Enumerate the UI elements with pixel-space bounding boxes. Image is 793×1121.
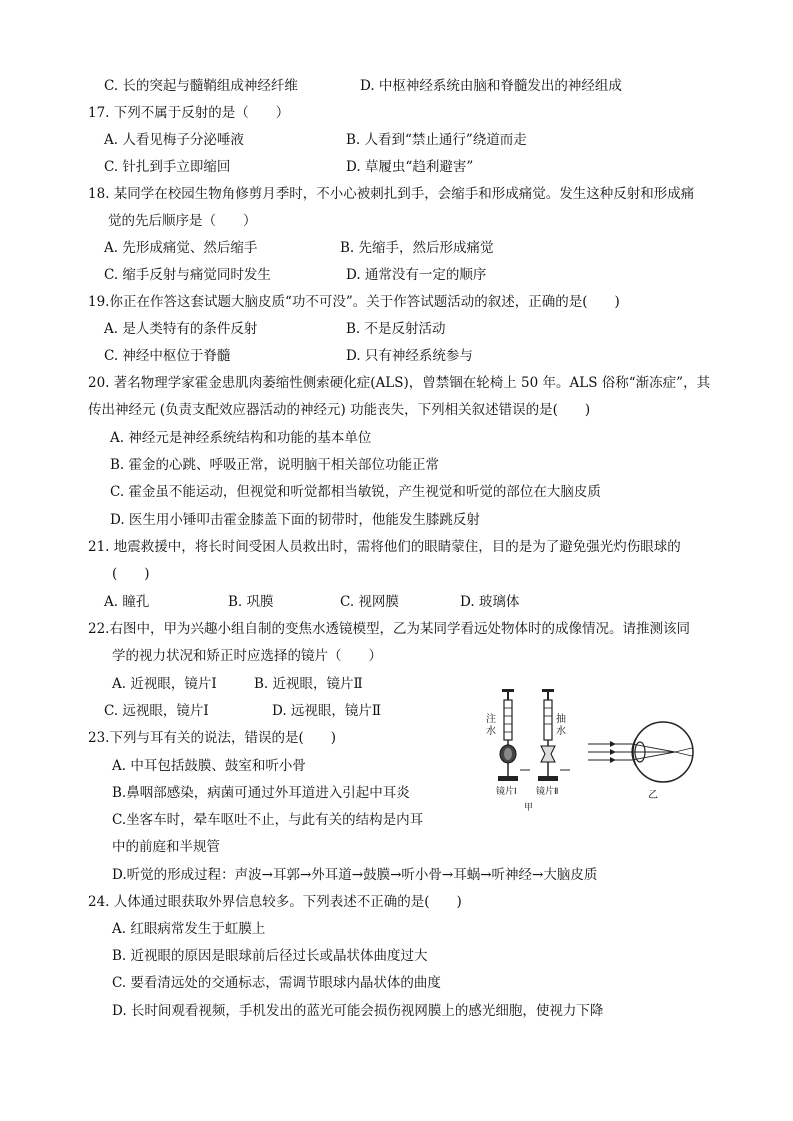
q24-option-d: D. 长时间观看视频，手机发出的蓝光可能会损伤视网膜上的感光细胞，使视力下降: [112, 1003, 604, 1019]
q16-option-c: C. 长的突起与髓鞘组成神经纤维: [104, 78, 298, 94]
q23-option-b: B.鼻咽部感染，病菌可通过外耳道进入引起中耳炎: [112, 785, 410, 801]
q18-option-b: B. 先缩手，然后形成痛觉: [340, 240, 494, 256]
q23-option-d: D.听觉的形成过程：声波→耳郭→外耳道→鼓膜→听小骨→耳蜗→听神经→大脑皮质: [112, 867, 598, 883]
q19-option-a: A. 是人类特有的条件反射: [104, 321, 258, 337]
q21-option-d: D. 玻璃体: [460, 594, 520, 610]
extract-label-bottom: 水: [556, 726, 566, 737]
q22-option-c: C. 远视眼，镜片Ⅰ: [104, 703, 209, 719]
q20-stem-line2: 传出神经元 (负责支配效应器活动的神经元) 功能丧失，下列相关叙述错误的是( ): [88, 402, 591, 418]
q18-option-a: A. 先形成痛觉、然后缩手: [104, 240, 258, 256]
q24-option-c: C. 要看清远处的交通标志，需调节眼球内晶状体的曲度: [112, 975, 441, 991]
q20-option-d: D. 医生用小锤叩击霍金膝盖下面的韧带时，他能发生膝跳反射: [110, 512, 480, 528]
q24-option-a: A. 红眼病常发生于虹膜上: [112, 921, 266, 937]
q24-stem: 24. 人体通过眼获取外界信息较多。下列表述不正确的是( ): [88, 894, 462, 910]
q22-stem-line1: 22.右图中，甲为兴趣小组自制的变焦水透镜模型，乙为某同学看远处物体时的成像情况。请推测该同: [88, 621, 690, 637]
q19-stem: 19.你正在作答这套试题大脑皮质“功不可没”。关于作答试题活动的叙述，正确的是( ): [88, 294, 620, 310]
q22-option-a: A. 近视眼，镜片Ⅰ: [112, 676, 217, 692]
q22-stem-line2: 学的视力状况和矫正时应选择的镜片（ ）: [112, 648, 382, 664]
lens-eye-figure: [470, 686, 710, 816]
q23-option-c-line2: 中的前庭和半规管: [112, 839, 220, 855]
q21-stem-line2: ( ): [112, 566, 150, 582]
q23-option-a: A. 中耳包括鼓膜、鼓室和听小骨: [112, 758, 306, 774]
q20-stem-line1: 20. 著名物理学家霍金患肌肉萎缩性侧索硬化症(ALS)，曾禁锢在轮椅上 50 年。ALS 俗称“渐冻症”，其: [88, 375, 711, 391]
q17-option-b: B. 人看到“禁止通行”绕道而走: [346, 132, 527, 148]
q21-option-a: A. 瞳孔: [104, 594, 150, 610]
jia-label: 甲: [524, 803, 534, 813]
figure-svg: [470, 686, 710, 816]
q17-option-c: C. 针扎到手立即缩回: [104, 159, 231, 175]
q18-option-d: D. 通常没有一定的顺序: [346, 267, 487, 283]
q17-option-a: A. 人看见梅子分泌唾液: [104, 132, 244, 148]
q21-option-b: B. 巩膜: [228, 594, 274, 610]
q18-stem-line2: 觉的先后顺序是（ ）: [108, 213, 257, 229]
q18-option-c: C. 缩手反射与痛觉同时发生: [104, 267, 271, 283]
q21-stem-line1: 21. 地震救援中，将长时间受困人员救出时，需将他们的眼睛蒙住，目的是为了避免强光灼伤眼球的: [88, 539, 681, 555]
q17-option-d: D. 草履虫“趋利避害”: [346, 159, 474, 175]
yi-label: 乙: [648, 790, 658, 801]
eye-diagram: [588, 722, 693, 782]
q17-stem: 17. 下列不属于反射的是（ ）: [88, 105, 290, 121]
q19-option-d: D. 只有神经系统参与: [346, 348, 473, 364]
lens-2-label: 镜片Ⅱ: [536, 787, 559, 797]
q19-option-b: B. 不是反射活动: [346, 321, 446, 337]
q22-option-d: D. 远视眼，镜片Ⅱ: [272, 703, 382, 719]
q21-option-c: C. 视网膜: [340, 594, 399, 610]
q23-option-c-line1: C.坐客车时，晕车呕吐不止，与此有关的结构是内耳: [112, 812, 424, 828]
q20-option-b: B. 霍金的心跳、呼吸正常，说明脑干相关部位功能正常: [110, 457, 440, 473]
q20-option-a: A. 神经元是神经系统结构和功能的基本单位: [110, 430, 372, 446]
extract-label-top: 抽: [556, 714, 566, 725]
syringe-lens-1: [498, 689, 530, 781]
q16-option-d: D. 中枢神经系统由脑和脊髓发出的神经组成: [360, 78, 622, 94]
q24-option-b: B. 近视眼的原因是眼球前后径过长或晶状体曲度过大: [112, 948, 428, 964]
lens-1-label: 镜片Ⅰ: [496, 787, 517, 797]
q22-option-b: B. 近视眼，镜片Ⅱ: [254, 676, 363, 692]
q20-option-c: C. 霍金虽不能运动，但视觉和听觉都相当敏锐，产生视觉和听觉的部位在大脑皮质: [110, 484, 601, 500]
inject-label-bottom: 水: [486, 726, 496, 737]
q23-stem: 23.下列与耳有关的说法，错误的是( ): [88, 730, 337, 746]
q18-stem-line1: 18. 某同学在校园生物角修剪月季时，不小心被刺扎到手，会缩手和形成痛觉。发生这种反射和形成痛: [88, 186, 695, 202]
q19-option-c: C. 神经中枢位于脊髓: [104, 348, 231, 364]
inject-label-top: 注: [486, 714, 496, 725]
